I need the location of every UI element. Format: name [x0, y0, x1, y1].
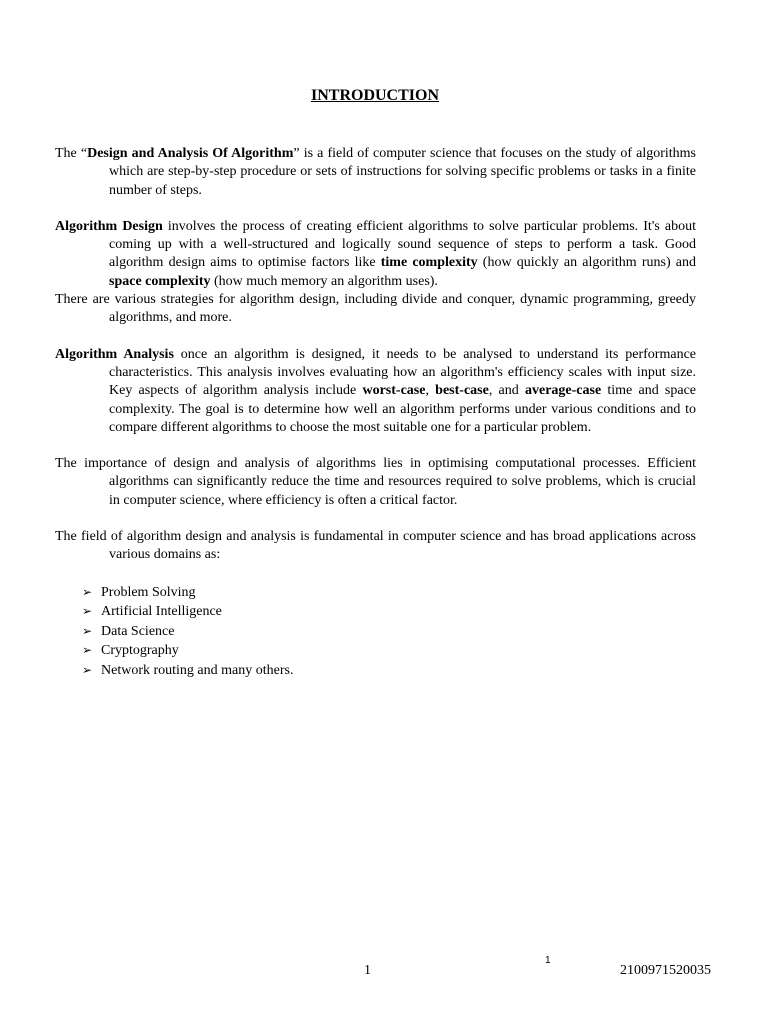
- text: (how quickly an algorithm runs) and: [477, 255, 696, 271]
- bold-term: Algorithm Design: [55, 218, 163, 234]
- list-item: [82, 622, 696, 642]
- list-item: [82, 583, 696, 603]
- paragraph-algorithm-design: [55, 218, 696, 291]
- paragraph-algorithm-analysis: [55, 346, 696, 437]
- arrow-bullet-icon: ➢: [82, 584, 93, 599]
- arrow-bullet-icon: ➢: [82, 604, 93, 619]
- arrow-bullet-icon: ➢: [82, 623, 93, 638]
- footer-page-number: 1: [364, 963, 371, 978]
- list-item-label: Data Science: [101, 623, 175, 639]
- paragraph-field: [55, 528, 696, 565]
- list-item: [82, 661, 696, 681]
- text: ” is a field of computer science that focuses on the study of algorithms which are step-by-step procedure or sets of instructions for solving specific problems or tasks in a finite number of steps.: [109, 146, 696, 198]
- list-item-label: Network routing and many others.: [101, 662, 294, 678]
- arrow-bullet-icon: ➢: [82, 643, 93, 658]
- bold-term: worst-case: [362, 383, 426, 399]
- arrow-bullet-icon: ➢: [82, 662, 93, 677]
- list-item-label: Artificial Intelligence: [101, 604, 222, 620]
- list-item-label: Problem Solving: [101, 584, 196, 600]
- footer-roll-number: 2100971520035: [620, 963, 711, 978]
- text: involves the process of creating efficient algorithms to solve particular problems. It's about coming up with a well-structured and logically sound sequence of steps to perform a task. Good algorithm design aims to optimise factors like: [109, 218, 696, 271]
- bold-term: best-case: [435, 383, 489, 399]
- bold-term: time complexity: [380, 255, 478, 271]
- bold-term: Algorithm Analysis: [55, 346, 174, 362]
- text: (how much memory an algorithm uses).: [210, 273, 438, 289]
- bold-term: average-case: [524, 383, 602, 399]
- text: The “: [55, 146, 88, 161]
- text: The field of algorithm design and analysis is fundamental in computer science and has broad applications across various domains as:: [55, 529, 696, 563]
- bold-term: Design and Analysis Of Algorithm: [87, 146, 294, 161]
- text: time and space complexity. The goal is to determine how well an algorithm performs under various conditions and to compare different algorithms to choose the most suitable one for a particular problem.: [109, 383, 697, 435]
- footer-small-page-number: 1: [545, 955, 551, 966]
- text: There are various strategies for algorithm design, including divide and conquer, dynamic programming, greedy algorithms, and more.: [55, 292, 696, 326]
- text: , and: [488, 383, 525, 399]
- paragraph-intro: [55, 145, 696, 200]
- paragraph-strategies: [55, 291, 696, 328]
- body-content: [55, 145, 696, 680]
- text: once an algorithm is designed, it needs to be analysed to understand its performance characteristics. This analysis involves evaluating how an algorithm's efficiency scales with input size. Key aspects of algorithm analysis include: [109, 346, 696, 399]
- bold-term: space complexity: [109, 273, 211, 289]
- list-item-label: Cryptography: [101, 643, 179, 659]
- list-item: [82, 641, 696, 661]
- list-item: [82, 602, 696, 622]
- text: ,: [425, 383, 436, 399]
- applications-list: [55, 583, 696, 681]
- page-title: INTRODUCTION: [310, 87, 439, 104]
- paragraph-importance: [55, 455, 696, 510]
- text: The importance of design and analysis of algorithms lies in optimising computational processes. Efficient algorithms can significantly reduce the time and resources required to solve problems, which is crucial in computer science, where efficiency is often a critical factor.: [55, 456, 696, 508]
